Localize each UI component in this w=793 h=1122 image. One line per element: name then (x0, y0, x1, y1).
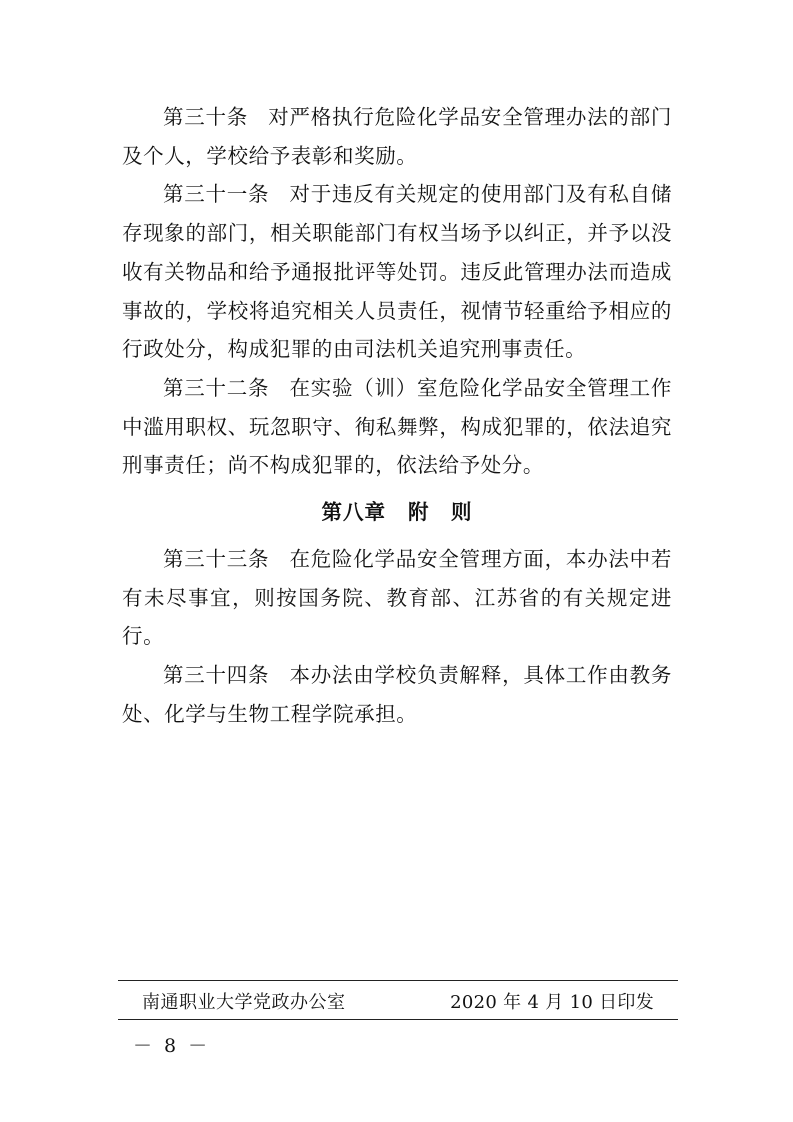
issuer-name: 南通职业大学党政办公室 (142, 992, 346, 1013)
chapter-number: 第八章 (321, 500, 386, 525)
article-label: 第三十三条 (163, 547, 270, 572)
article-label: 第三十一条 (163, 182, 270, 207)
article-31 (122, 175, 672, 369)
article-30 (122, 98, 672, 175)
document-body (122, 98, 672, 734)
chapter-heading (122, 493, 672, 531)
article-text: 本办法由学校负责解释，具体工作由教务处、化学与生物工程学院承担。 (122, 663, 672, 726)
article-34 (122, 656, 672, 733)
chapter-title: 附 则 (408, 500, 473, 525)
article-label: 第三十条 (163, 105, 249, 129)
article-33 (122, 540, 672, 656)
article-text: 在危险化学品安全管理方面，本办法中若有未尽事宜，则按国务院、教育部、江苏省的有关规定进行。 (122, 547, 672, 649)
page-number: － 8 － (133, 1035, 211, 1057)
article-text: 对于违反有关规定的使用部门及有私自储存现象的部门，相关职能部门有权当场予以纠正，并予以没收有关物品和给予通报批评等处罚。违反此管理办法而造成事故的，学校将追究相关人员责任，视情节轻重给予相应的行政处分，构成犯罪的由司法机关追究刑事责任。 (122, 182, 672, 362)
article-32 (122, 369, 672, 485)
issue-date: 2020 年 4 月 10 日印发 (450, 992, 654, 1013)
article-text: 对严格执行危险化学品安全管理办法的部门及个人，学校给予表彰和奖励。 (122, 105, 672, 168)
article-label: 第三十四条 (163, 663, 270, 688)
issuance-footer (118, 980, 678, 1020)
article-text: 在实验（训）室危险化学品安全管理工作中滥用职权、玩忽职守、徇私舞弊，构成犯罪的，依法追究刑事责任；尚不构成犯罪的，依法给予处分。 (122, 375, 672, 478)
article-label: 第三十二条 (163, 375, 270, 400)
